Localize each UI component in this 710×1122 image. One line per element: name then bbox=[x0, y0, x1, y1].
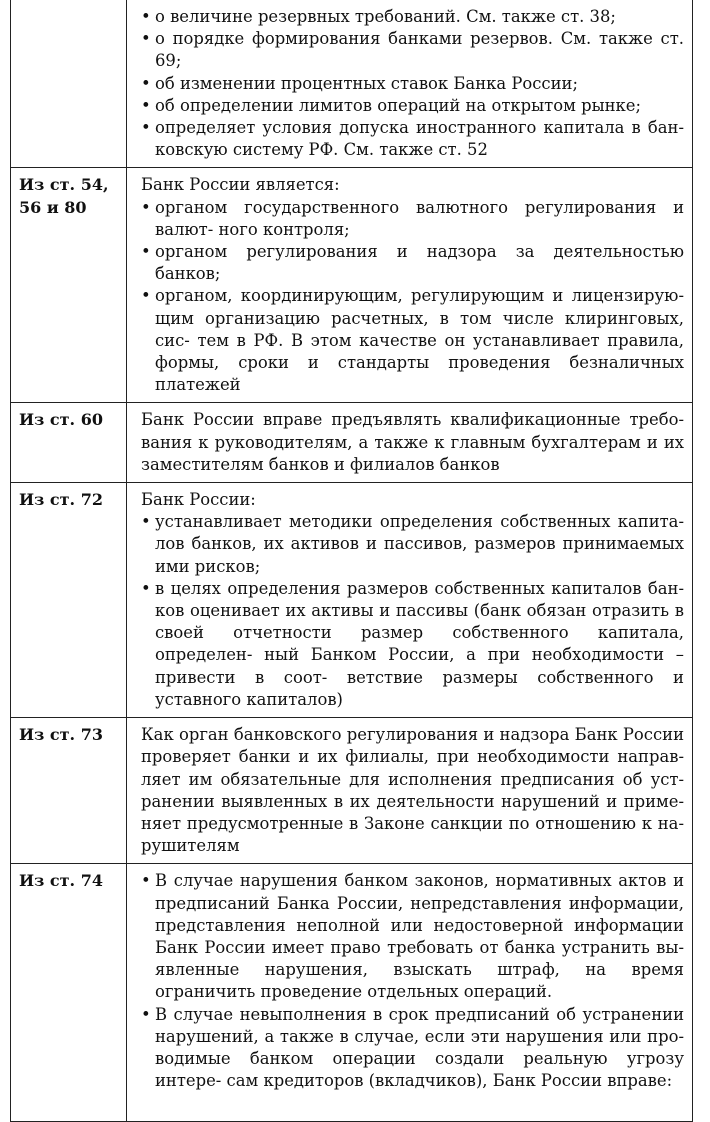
bullet-item: • органом, координирующим, регулирующим и лицензирую- щим организацию расчетных, в том числе клиринговых, сис- тем в РФ. В этом качестве он устанавливает правила, формы, сроки и стандарты проведения безналичных платежей bbox=[141, 285, 684, 396]
provision-text bbox=[127, 483, 693, 718]
provision-paragraph: Банк России вправе предъявлять квалификационные требо- вания к руководителям, а также к главным бухгалтерам и их заместителям банков и филиалов банков bbox=[141, 410, 684, 474]
bullet-item: • определяет условия допуска иностранного капитала в бан- ковскую систему РФ. См. также ст. 52 bbox=[141, 117, 684, 161]
bullet-item: • об изменении процентных ставок Банка России; bbox=[141, 73, 684, 95]
table-row bbox=[11, 864, 693, 1122]
provision-text bbox=[127, 403, 693, 483]
document-page bbox=[10, 0, 693, 1122]
article-reference: Из ст. 60 bbox=[11, 403, 127, 483]
article-reference: Из ст. 74 bbox=[11, 864, 127, 1122]
table-row bbox=[11, 0, 693, 168]
article-reference bbox=[11, 0, 127, 168]
provision-paragraph: Как орган банковского регулирования и надзора Банк России проверяет банки и их филиалы, при необходимости направ- ляет им обязательные для исполнения предписания об уст- ранении выявленных в их деятельности нарушений и приме- няет предусмотренные в Законе санкции по отношению к на- рушителям bbox=[141, 725, 684, 856]
provision-text bbox=[127, 168, 693, 403]
bullet-item: • устанавливает методики определения собственных капита- лов банков, их активов и пассивов, размеров принимаемых ими рисков; bbox=[141, 511, 684, 578]
bullet-item: • органом государственного валютного регулирования и валют- ного контроля; bbox=[141, 197, 684, 241]
provision-intro: Банк России: bbox=[141, 490, 256, 510]
provision-text bbox=[127, 0, 693, 168]
bullet-item: • о величине резервных требований. См. также ст. 38; bbox=[141, 6, 684, 28]
bullet-item: • органом регулирования и надзора за деятельностью банков; bbox=[141, 241, 684, 285]
table-row bbox=[11, 403, 693, 483]
bullet-item: • в целях определения размеров собственных капиталов бан- ков оценивает их активы и пассивы (банк обязан отразить в своей отчетности размер собственного капитала, определен- ный Банком России, а при необходимости – привести в соот- ветствие размеры собственного и уставного капиталов) bbox=[141, 578, 684, 711]
article-reference: Из ст. 73 bbox=[11, 718, 127, 864]
table-row bbox=[11, 483, 693, 718]
bullet-item: • об определении лимитов операций на открытом рынке; bbox=[141, 95, 684, 117]
law-excerpt-table bbox=[10, 0, 693, 1122]
article-reference: Из ст. 54, 56 и 80 bbox=[11, 168, 127, 403]
bullet-item: • о порядке формирования банками резервов. См. также ст. 69; bbox=[141, 28, 684, 72]
table-row bbox=[11, 718, 693, 864]
bullet-item: • В случае нарушения банком законов, нормативных актов и предписаний Банка России, непредставления информации, представления неполной или недостоверной информации Банк России имеет право требовать от банка устранить вы- явленные нарушения, взыскать штраф, на время ограничить проведение отдельных операций. bbox=[141, 870, 684, 1003]
provision-text bbox=[127, 864, 693, 1122]
bullet-item: • В случае невыполнения в срок предписаний об устранении нарушений, а также в случае, если эти нарушения или про- водимые банком операции создали реальную угрозу интере- сам кредиторов (вкладчиков), Банк России вправе: bbox=[141, 1004, 684, 1093]
provision-text bbox=[127, 718, 693, 864]
provision-intro: Банк России является: bbox=[141, 175, 340, 195]
table-row bbox=[11, 168, 693, 403]
article-reference: Из ст. 72 bbox=[11, 483, 127, 718]
